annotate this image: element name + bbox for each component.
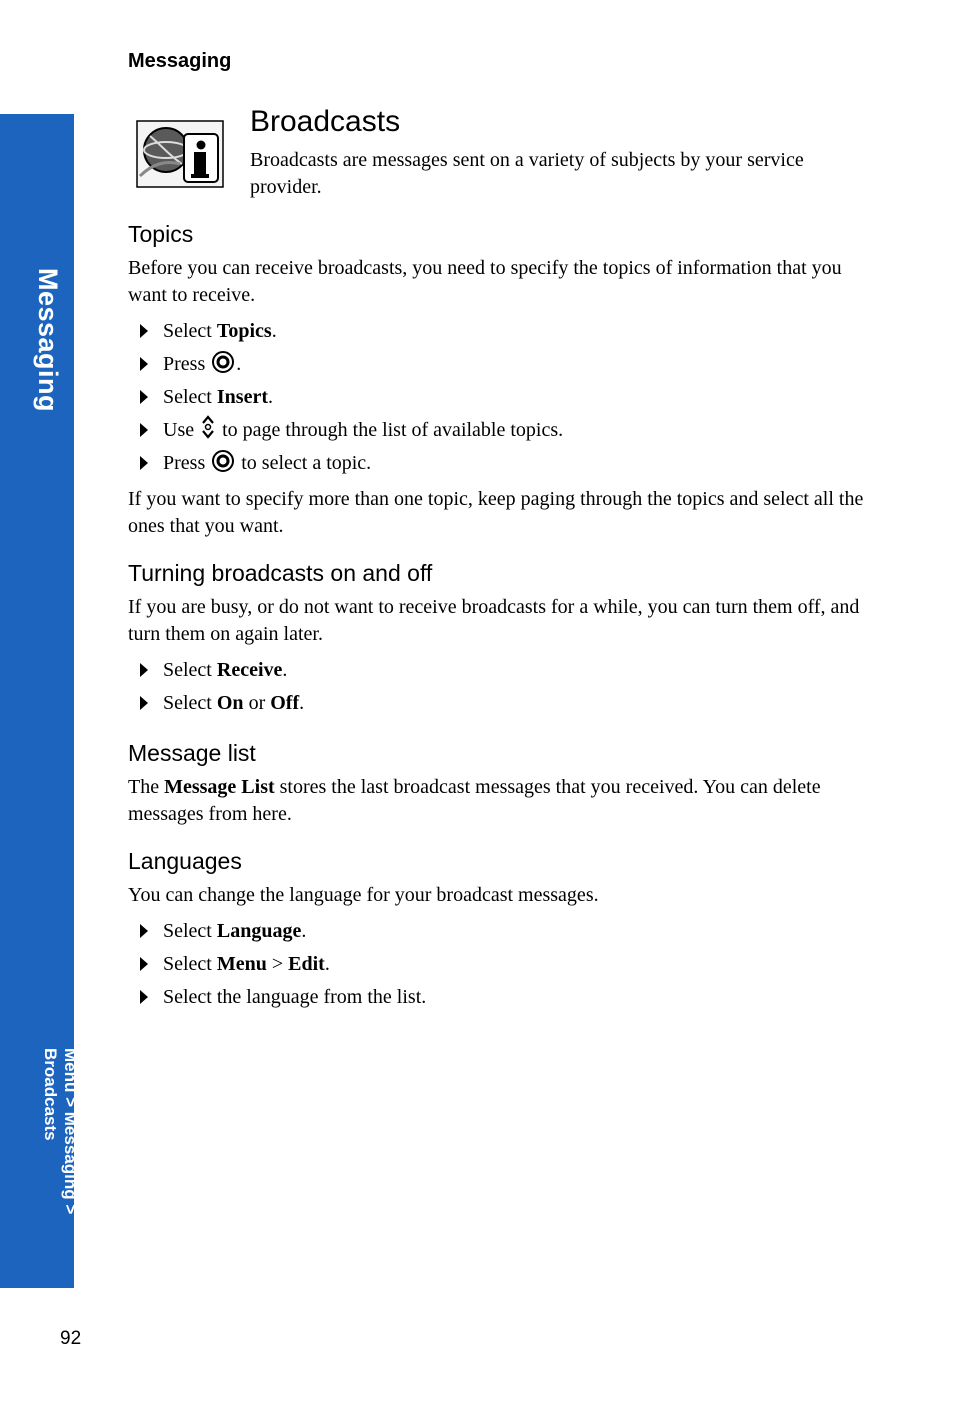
side-tab-chapter: Messaging <box>33 268 63 413</box>
section-heading-languages: Languages <box>128 848 242 874</box>
list-item: Select Insert. <box>128 381 878 414</box>
list-item: Press to select a topic. <box>128 447 878 480</box>
arrow-bullet-icon <box>140 924 148 938</box>
languages-intro: You can change the language for your broadcast messages. <box>128 884 599 906</box>
arrow-bullet-icon <box>140 390 148 404</box>
topics-outro: If you want to specify more than one topic, keep paging through the topics and select all the ones that you want. <box>128 488 864 537</box>
arrow-bullet-icon <box>140 357 148 371</box>
list-item: Select Receive. <box>128 654 878 687</box>
select-key-icon <box>212 351 234 373</box>
topics-intro: Before you can receive broadcasts, you need to specify the topics of information that you want to receive. <box>128 257 842 306</box>
side-tab-menu-path: Menu > Messaging > Broadcasts <box>41 1048 80 1215</box>
list-item: Use to page through the list of available topics. <box>128 414 878 447</box>
chapter-side-tab <box>0 114 80 1288</box>
intro-text: Broadcasts are messages sent on a variety of subjects by your service provider. <box>250 149 804 198</box>
turning-intro: If you are busy, or do not want to receive broadcasts for a while, you can turn them off, and turn them on again later. <box>128 596 860 645</box>
intro-block <box>250 100 878 201</box>
turning-steps <box>128 654 878 720</box>
arrow-bullet-icon <box>140 957 148 971</box>
list-item: Select the language from the list. <box>128 981 878 1014</box>
list-item: Select Topics. <box>128 315 878 348</box>
section-heading-topics: Topics <box>128 221 194 247</box>
list-item: Select On or Off. <box>128 687 878 720</box>
topics-steps <box>128 315 878 480</box>
languages-steps <box>128 915 878 1014</box>
arrow-bullet-icon <box>140 990 148 1004</box>
list-item: Select Language. <box>128 915 878 948</box>
arrow-bullet-icon <box>140 696 148 710</box>
up-down-navigation-key-icon <box>201 415 215 439</box>
page-content <box>128 100 878 1020</box>
arrow-bullet-icon <box>140 456 148 470</box>
message-list-text: The Message List stores the last broadcast messages that you received. You can delete messages from here. <box>128 776 821 825</box>
page-title: Broadcasts <box>250 105 401 138</box>
section-heading-turning: Turning broadcasts on and off <box>128 560 433 586</box>
list-item: Select Menu > Edit. <box>128 948 878 981</box>
select-key-icon <box>212 450 234 472</box>
arrow-bullet-icon <box>140 324 148 338</box>
running-header: Messaging <box>128 50 232 72</box>
arrow-bullet-icon <box>140 663 148 677</box>
arrow-bullet-icon <box>140 423 148 437</box>
list-item: Press . <box>128 348 878 381</box>
section-heading-message-list: Message list <box>128 740 256 766</box>
page-number: 92 <box>60 1328 82 1349</box>
